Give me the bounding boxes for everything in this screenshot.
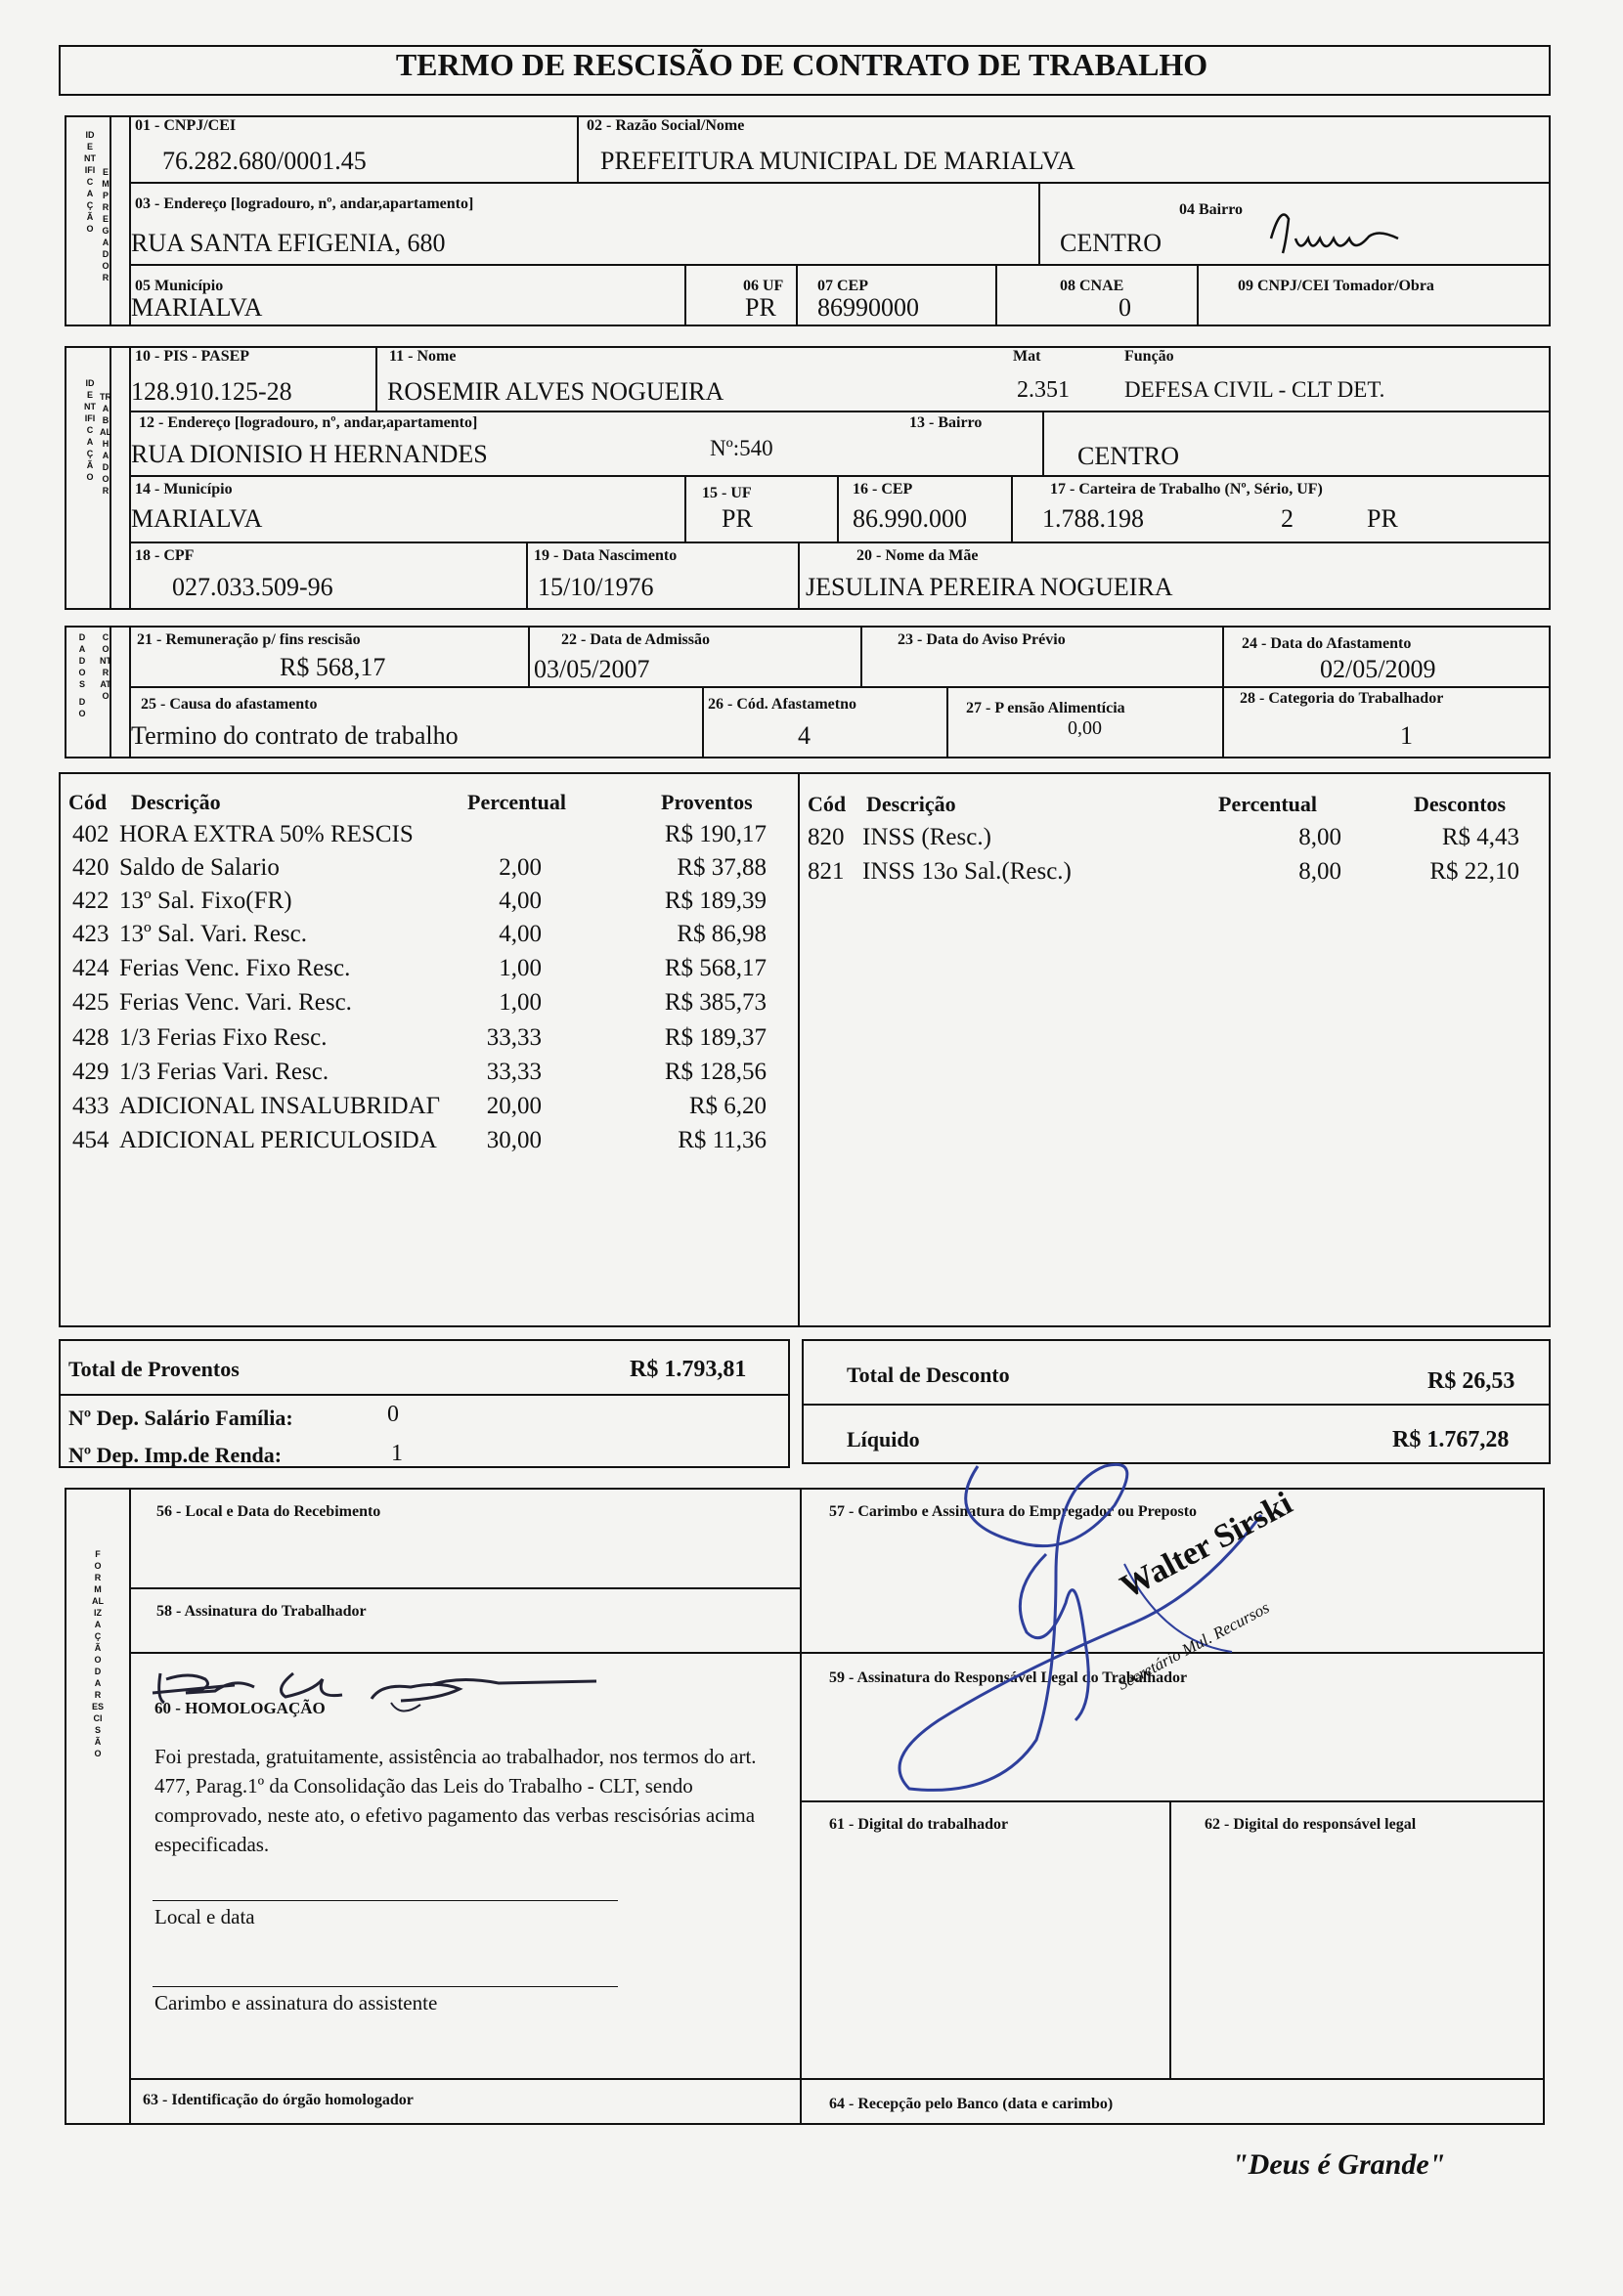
row-descricao: Saldo de Salario — [119, 854, 280, 881]
field-18-value: 027.033.509-96 — [172, 573, 333, 601]
row-descricao: HORA EXTRA 50% RESCIS — [119, 821, 414, 847]
table-row — [808, 824, 1519, 857]
field-13-label: 13 - Bairro — [909, 414, 983, 431]
field-17-label: 17 - Carteira de Trabalho (Nº, Sério, UF) — [1050, 481, 1323, 498]
proventos-header-cod: Cód — [68, 790, 108, 814]
field-09-label: 09 CNPJ/CEI Tomador/Obra — [1238, 278, 1434, 294]
row-cod: 424 — [72, 955, 110, 981]
field-01-value: 76.282.680/0001.45 — [162, 147, 367, 175]
row-valor: R$ 385,73 — [664, 989, 767, 1016]
row-percentual: 1,00 — [499, 955, 542, 981]
contrato-side-label: CONTRATO — [100, 632, 111, 701]
row-valor: R$ 190,17 — [664, 821, 767, 847]
row-cod: 820 — [808, 824, 845, 850]
field-63-label: 63 - Identificação do órgão homologador — [143, 2092, 414, 2108]
row-percentual: 4,00 — [499, 888, 542, 914]
field-05-label: 05 Município — [135, 278, 224, 294]
formalizacao-side-label: FORMALIZAÇÃO DA RESCISÃO — [92, 1549, 105, 1758]
row-descricao: ADICIONAL INSALUBRIDAΓ — [119, 1093, 441, 1119]
field-16-value: 86.990.000 — [853, 504, 967, 533]
row-percentual: 30,00 — [486, 1127, 542, 1153]
row-percentual: 4,00 — [499, 921, 542, 947]
do-side-label: DO — [78, 697, 86, 718]
worker-id-side-label: IDENTIFICAÇÃO — [84, 378, 96, 482]
field-57-label: 57 - Carimbo e Assinatura do Empregador ou Preposto — [829, 1503, 1198, 1520]
descontos-header-descricao: Descrição — [866, 792, 956, 816]
row-descricao: ADICIONAL PERICULOSIDA — [119, 1127, 437, 1153]
field-04-value: CENTRO — [1060, 229, 1162, 257]
row-descricao: INSS (Resc.) — [862, 824, 991, 850]
field-21-label: 21 - Remuneração p/ fins rescisão — [137, 631, 361, 648]
liquido-label: Líquido — [847, 1427, 920, 1451]
field-56-label: 56 - Local e Data do Recebimento — [156, 1503, 381, 1520]
row-valor: R$ 189,37 — [664, 1024, 767, 1051]
proventos-header-descricao: Descrição — [131, 790, 221, 814]
field-11-label: 11 - Nome — [389, 348, 457, 365]
table-row — [72, 1024, 767, 1058]
row-cod: 402 — [72, 821, 110, 847]
row-cod: 429 — [72, 1059, 110, 1085]
row-valor: R$ 11,36 — [678, 1127, 767, 1153]
row-descricao: 13º Sal. Fixo(FR) — [119, 888, 292, 914]
dep-renda-label: Nº Dep. Imp.de Renda: — [68, 1443, 283, 1467]
row-descricao: 1/3 Ferias Fixo Resc. — [119, 1024, 328, 1051]
field-08-value: 0 — [1119, 293, 1131, 322]
field-13-value: CENTRO — [1077, 442, 1179, 470]
row-cod: 428 — [72, 1024, 110, 1051]
funcao-value: DEFESA CIVIL - CLT DET. — [1124, 377, 1385, 402]
row-percentual: 8,00 — [1298, 824, 1341, 850]
employer-side-label: EMPREGADOR — [102, 167, 110, 282]
field-02-label: 02 - Razão Social/Nome — [587, 117, 745, 134]
row-cod: 422 — [72, 888, 110, 914]
table-row — [72, 1093, 767, 1126]
field-21-value: R$ 568,17 — [280, 653, 386, 681]
field-07-value: 86990000 — [817, 293, 919, 322]
field-01-label: 01 - CNPJ/CEI — [135, 117, 237, 134]
field-20-label: 20 - Nome da Mãe — [856, 547, 979, 564]
field-59-label: 59 - Assinatura do Responsável Legal do Trabalhador — [829, 1669, 1188, 1686]
table-row — [72, 821, 767, 854]
proventos-header-percentual: Percentual — [467, 790, 567, 814]
total-proventos-label: Total de Proventos — [68, 1357, 240, 1381]
table-row — [72, 1127, 767, 1160]
row-cod: 454 — [72, 1127, 110, 1153]
field-24-label: 24 - Data do Afastamento — [1242, 635, 1412, 652]
field-27-value: 0,00 — [1068, 717, 1102, 739]
field-12-value: RUA DIONISIO H HERNANDES — [131, 440, 488, 468]
field-60-label: 60 - HOMOLOGAÇÃO — [154, 1699, 326, 1717]
table-row — [72, 955, 767, 988]
total-desconto-label: Total de Desconto — [847, 1363, 1010, 1387]
field-61-label: 61 - Digital do trabalhador — [829, 1816, 1009, 1833]
worker-side-label: TRABALHADOR — [100, 392, 111, 496]
row-percentual: 20,00 — [486, 1093, 542, 1119]
employer-id-side-label: IDENTIFICAÇÃO — [84, 130, 96, 234]
row-percentual: 1,00 — [499, 989, 542, 1016]
local-data-label: Local e data — [154, 1905, 255, 1928]
row-cod: 423 — [72, 921, 110, 947]
field-17-numero: 1.788.198 — [1042, 504, 1144, 533]
field-19-label: 19 - Data Nascimento — [534, 547, 678, 564]
table-row — [72, 854, 767, 888]
field-08-label: 08 CNAE — [1060, 278, 1124, 294]
dep-familia-value: 0 — [387, 1402, 399, 1427]
field-58-label: 58 - Assinatura do Trabalhador — [156, 1603, 367, 1620]
total-proventos-value: R$ 1.793,81 — [630, 1357, 747, 1382]
table-row — [808, 858, 1519, 891]
field-15-label: 15 - UF — [702, 485, 752, 501]
field-03-label: 03 - Endereço [logradouro, nº, andar,apartamento] — [135, 195, 474, 212]
row-valor: R$ 6,20 — [688, 1093, 767, 1119]
row-cod: 425 — [72, 989, 110, 1016]
table-row — [72, 888, 767, 921]
field-11-value: ROSEMIR ALVES NOGUEIRA — [387, 377, 724, 406]
table-row — [72, 1059, 767, 1092]
field-26-value: 4 — [798, 721, 811, 750]
field-28-value: 1 — [1400, 721, 1413, 750]
row-descricao: 1/3 Ferias Vari. Resc. — [119, 1059, 329, 1085]
field-17-serie: 2 — [1281, 504, 1294, 533]
total-desconto-value: R$ 26,53 — [1427, 1368, 1515, 1394]
homologacao-text: Foi prestada, gratuitamente, assistência ao trabalhador, nos termos do art. 477, Parag.1º da Consolidação das Leis do Trabalho - CLT, sendo comprovado, neste ato, o efetivo pagamento das verbas rescisórias acima especificadas. — [154, 1745, 757, 1856]
row-percentual: 2,00 — [499, 854, 542, 881]
row-valor: R$ 189,39 — [664, 888, 767, 914]
footer-motto: "Deus é Grande" — [1232, 2148, 1446, 2181]
row-percentual: 33,33 — [486, 1024, 542, 1051]
field-07-label: 07 CEP — [817, 278, 868, 294]
field-12-label: 12 - Endereço [logradouro, nº, andar,apartamento] — [139, 414, 478, 431]
descontos-header-cod: Cód — [808, 792, 847, 816]
liquido-value: R$ 1.767,28 — [1392, 1427, 1510, 1452]
row-percentual: 8,00 — [1298, 858, 1341, 885]
numero-value: Nº:540 — [710, 436, 773, 460]
field-24-value: 02/05/2009 — [1320, 655, 1436, 683]
row-percentual: 33,33 — [486, 1059, 542, 1085]
row-descricao: 13º Sal. Vari. Resc. — [119, 921, 307, 947]
row-descricao: Ferias Venc. Vari. Resc. — [119, 989, 352, 1016]
field-17-uf: PR — [1367, 504, 1398, 533]
worker-signature — [147, 1660, 626, 1718]
row-cod: 420 — [72, 854, 110, 881]
row-cod: 433 — [72, 1093, 110, 1119]
mat-label: Mat — [1013, 348, 1041, 365]
field-05-value: MARIALVA — [131, 293, 263, 322]
row-descricao: Ferias Venc. Fixo Resc. — [119, 955, 351, 981]
field-27-label: 27 - P ensão Alimentícia — [966, 700, 1125, 716]
field-22-value: 03/05/2007 — [534, 655, 650, 683]
row-cod: 821 — [808, 858, 845, 885]
row-valor: R$ 568,17 — [664, 955, 767, 981]
field-26-label: 26 - Cód. Afastametno — [708, 696, 856, 713]
stamp-role: Secretário Mul. Recursos — [1115, 1597, 1273, 1694]
carimbo-assistente-label: Carimbo e assinatura do assistente — [154, 1991, 438, 2014]
row-valor: R$ 128,56 — [664, 1059, 767, 1085]
field-25-label: 25 - Causa do afastamento — [141, 696, 318, 713]
field-23-label: 23 - Data do Aviso Prévio — [898, 631, 1066, 648]
field-10-value: 128.910.125-28 — [131, 377, 292, 406]
field-64-label: 64 - Recepção pelo Banco (data e carimbo) — [829, 2096, 1114, 2112]
stamp-name: Walter Sirski — [1115, 1485, 1298, 1606]
dep-renda-value: 1 — [391, 1441, 403, 1466]
dados-side-label: DADOS — [78, 632, 86, 689]
descontos-header-valor: Descontos — [1414, 792, 1507, 816]
descontos-header-percentual: Percentual — [1218, 792, 1318, 816]
field-02-value: PREFEITURA MUNICIPAL DE MARIALVA — [600, 147, 1075, 175]
field-06-label: 06 UF — [743, 278, 784, 294]
document-title: TERMO DE RESCISÃO DE CONTRATO DE TRABALHO — [395, 47, 1208, 82]
field-19-value: 15/10/1976 — [538, 573, 654, 601]
funcao-label: Função — [1124, 348, 1174, 365]
field-15-value: PR — [722, 504, 753, 533]
initials-signature — [1261, 199, 1418, 268]
row-valor: R$ 4,43 — [1441, 824, 1519, 850]
table-row — [72, 921, 767, 954]
field-18-label: 18 - CPF — [135, 547, 195, 564]
field-10-label: 10 - PIS - PASEP — [135, 348, 250, 365]
row-descricao: INSS 13o Sal.(Resc.) — [862, 858, 1072, 885]
field-03-value: RUA SANTA EFIGENIA, 680 — [131, 229, 446, 257]
row-valor: R$ 86,98 — [677, 921, 767, 947]
field-06-value: PR — [745, 293, 776, 322]
dep-familia-label: Nº Dep. Salário Família: — [68, 1406, 293, 1430]
field-04-label: 04 Bairro — [1179, 201, 1244, 218]
field-22-label: 22 - Data de Admissão — [561, 631, 711, 648]
field-16-label: 16 - CEP — [853, 481, 913, 498]
table-row — [72, 989, 767, 1022]
proventos-header-valor: Proventos — [661, 790, 753, 814]
field-20-value: JESULINA PEREIRA NOGUEIRA — [806, 573, 1173, 601]
field-25-value: Termino do contrato de trabalho — [131, 721, 459, 750]
row-valor: R$ 22,10 — [1429, 858, 1519, 885]
field-28-label: 28 - Categoria do Trabalhador — [1240, 690, 1444, 707]
field-14-label: 14 - Município — [135, 481, 233, 498]
field-62-label: 62 - Digital do responsável legal — [1205, 1816, 1417, 1833]
mat-value: 2.351 — [1017, 377, 1070, 403]
row-valor: R$ 37,88 — [677, 854, 767, 881]
field-14-value: MARIALVA — [131, 504, 263, 533]
